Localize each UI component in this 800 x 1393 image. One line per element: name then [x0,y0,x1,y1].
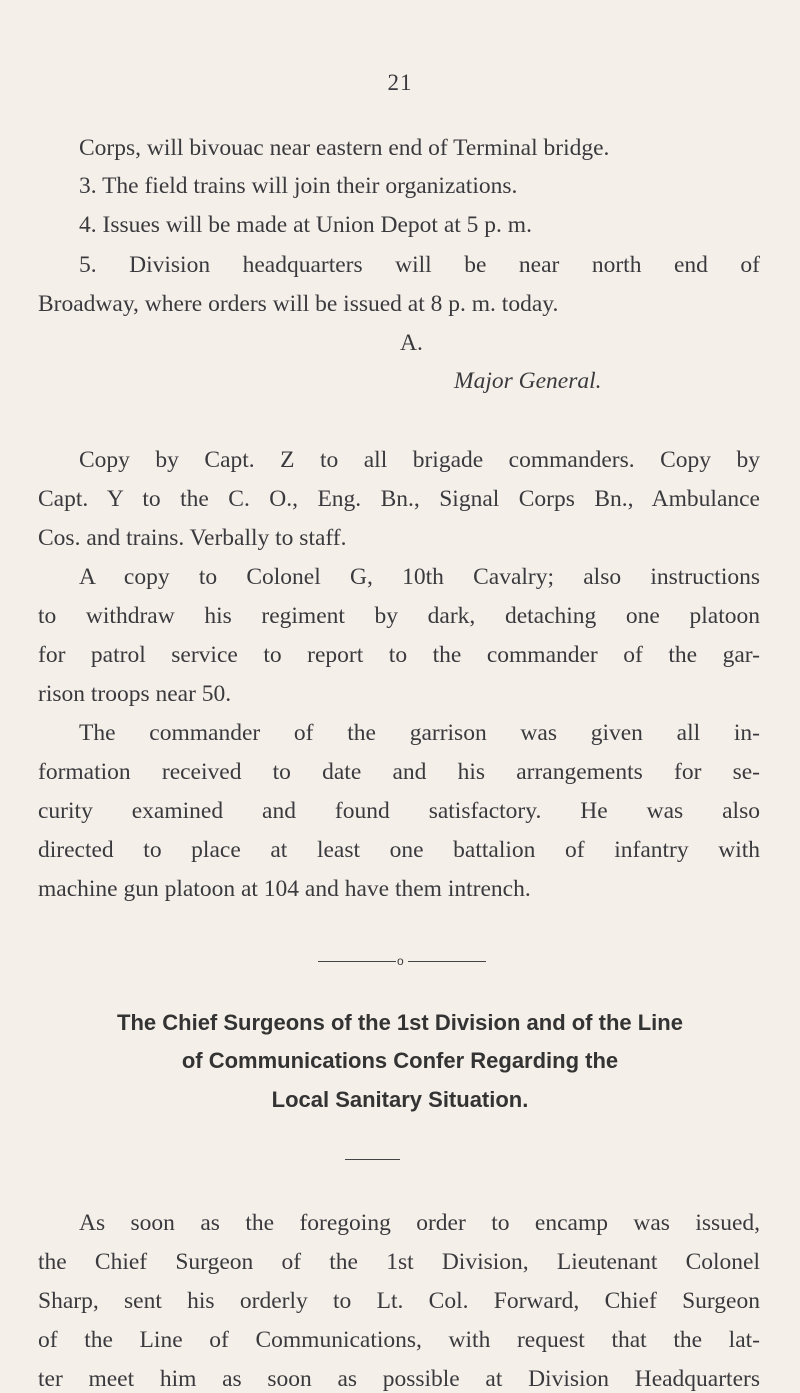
text-line: 4. Issues will be made at Union Depot at 5 p. m. [79,212,532,238]
text-line: Capt. Y to the C. O., Eng. Bn., Signal Corps Bn., Ambulance [38,486,760,512]
text-line: the Chief Surgeon of the 1st Division, Lieutenant Colonel [38,1249,760,1275]
text-line: The commander of the garrison was given all in- [79,720,760,746]
separator-mark: o [397,954,404,968]
text-line: directed to place at least one battalion of infantry with [38,837,760,863]
separator-rule-right [408,961,486,962]
text-line: of the Line of Communications, with request that the lat- [38,1327,760,1353]
text-line: machine gun platoon at 104 and have them intrench. [38,876,531,902]
text-line: Cos. and trains. Verbally to staff. [38,525,347,551]
text-line: Sharp, sent his orderly to Lt. Col. Forward, Chief Surgeon [38,1288,760,1314]
text-line: rison troops near 50. [38,681,232,707]
section-heading-line: of Communications Confer Regarding the [181,1048,619,1073]
text-line: 3. The field trains will join their organizations. [79,173,518,199]
section-heading-line: The Chief Surgeons of the 1st Division and of the Line [117,1010,683,1035]
text-line: to withdraw his regiment by dark, detaching one platoon [38,603,760,629]
text-line: A copy to Colonel G, 10th Cavalry; also instructions [79,564,760,590]
text-line: Copy by Capt. Z to all brigade commanders. Copy by [79,447,760,473]
text-line: 5. Division headquarters will be near north end of [79,252,760,278]
text-line: for patrol service to report to the commander of the gar- [38,642,760,668]
separator-rule-left [318,961,396,962]
text-line: Corps, will bivouac near eastern end of Terminal bridge. [79,135,610,161]
text-line: formation received to date and his arrangements for se- [38,759,760,785]
text-line: Broadway, where orders will be issued at 8 p. m. today. [38,291,559,317]
signature-initial: A. [400,330,423,356]
text-line: curity examined and found satisfactory. He was also [38,798,760,824]
section-heading-line: Local Sanitary Situation. [271,1087,529,1112]
heading-underline [345,1159,400,1160]
text-line: ter meet him as soon as possible at Division Headquarters [38,1366,760,1392]
signature-title: Major General. [454,368,602,394]
page-number: 21 [387,70,413,95]
text-line: As soon as the foregoing order to encamp was issued, [79,1210,760,1236]
